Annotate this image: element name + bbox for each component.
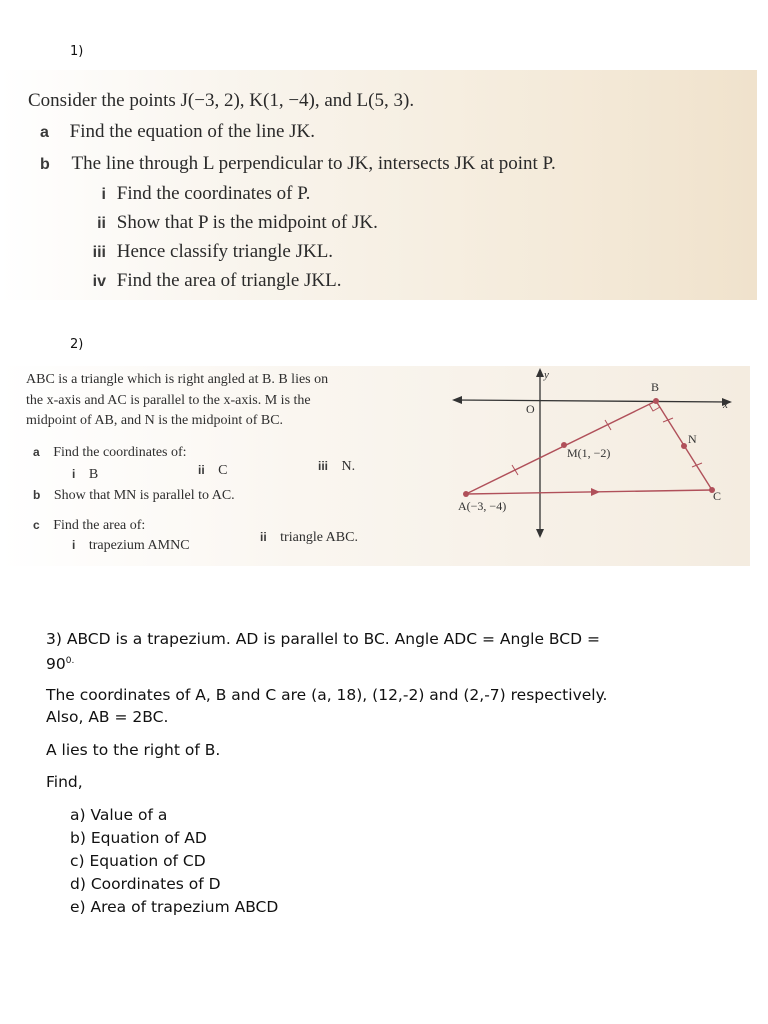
- q2-part-b-tag: b: [33, 488, 41, 502]
- point-a: [463, 491, 469, 497]
- side-ab: [466, 401, 656, 494]
- q3-a-position: A lies to the right of B.: [46, 741, 221, 759]
- q2-part-c-ii: [260, 530, 358, 546]
- q1-part-a: [40, 121, 315, 143]
- question-1-number: 1): [70, 44, 84, 59]
- q2-part-a-iii: [318, 459, 355, 475]
- q1-part-b-tag: b: [40, 156, 50, 173]
- q1-part-a-text: Find the equation of the line JK.: [69, 121, 316, 142]
- q1-subpart-iv-text: Find the area of triangle JKL.: [116, 270, 342, 291]
- q3-part-d: d) Coordinates of D: [70, 875, 221, 893]
- label-m: M(1, −2): [567, 446, 611, 460]
- point-n: [681, 443, 687, 449]
- x-axis-arrow-left: [452, 396, 462, 404]
- q1-part-a-tag: a: [40, 124, 49, 141]
- q2-part-c-text: Find the area of:: [53, 518, 146, 533]
- q3-line-2: [46, 650, 74, 675]
- q3-find-label: Find,: [46, 773, 83, 791]
- label-origin: O: [526, 402, 535, 416]
- q2-part-a-ii-text: C: [218, 463, 228, 478]
- q1-subpart-iii-text: Hence classify triangle JKL.: [116, 241, 334, 262]
- q3-coordinates-line: The coordinates of A, B and C are (a, 18), (12,-2) and (2,-7) respectively.: [46, 686, 608, 704]
- q1-subpart-ii-text: Show that P is the midpoint of JK.: [116, 212, 378, 233]
- q2-part-c-i-text: trapezium AMNC: [88, 538, 190, 553]
- q2-part-a-i-tag: i: [72, 467, 76, 481]
- q2-part-a-ii-tag: ii: [198, 463, 205, 477]
- parallel-arrow-ac: [591, 488, 600, 496]
- q3-parts-list: [70, 804, 278, 919]
- q1-subpart-iii: [78, 241, 333, 263]
- q2-intro-line-1: ABC is a triangle which is right angled at B. B lies on: [26, 372, 329, 387]
- q2-part-a-iii-text: N.: [341, 459, 356, 474]
- q3-part-b: b) Equation of AD: [70, 829, 207, 847]
- x-axis: [454, 400, 730, 402]
- q1-subpart-ii: [78, 212, 378, 234]
- q2-part-c-ii-text: triangle ABC.: [280, 530, 358, 545]
- q2-part-a: [33, 445, 187, 461]
- y-axis-arrow-up: [536, 368, 544, 377]
- q2-part-c-i: [72, 538, 190, 554]
- label-b: B: [651, 380, 660, 394]
- q2-part-c: [33, 518, 145, 534]
- q2-part-a-ii: [198, 463, 228, 479]
- question-2-scan: [0, 366, 750, 566]
- q3-part-e: e) Area of trapezium ABCD: [70, 898, 279, 916]
- q3-ab-line: Also, AB = 2BC.: [46, 708, 169, 726]
- question-1-scan: [0, 70, 757, 300]
- point-b: [653, 398, 659, 404]
- q1-subpart-iv: [78, 270, 342, 292]
- triangle-diagram: [440, 366, 750, 566]
- q1-subpart-i: [78, 183, 310, 205]
- label-a: A(−3, −4): [458, 499, 507, 513]
- q3-line-1: 3) ABCD is a trapezium. AD is parallel to BC. Angle ADC = Angle BCD =: [46, 630, 600, 648]
- q3-degree-sup: 0.: [65, 656, 75, 666]
- label-y: y: [544, 369, 549, 381]
- q1-part-b-text: The line through L perpendicular to JK, intersects JK at point P.: [71, 153, 556, 174]
- q2-intro-line-2: the x-axis and AC is parallel to the x-axis. M is the: [26, 393, 311, 408]
- q2-part-c-tag: c: [33, 518, 40, 532]
- side-ac: [466, 490, 712, 494]
- label-x: x: [723, 399, 728, 411]
- y-axis-arrow-down: [536, 529, 544, 538]
- label-n: N: [688, 432, 697, 446]
- question-2-number: 2): [70, 337, 84, 352]
- q3-degree-value: 90: [46, 655, 66, 674]
- q3-part-c: c) Equation of CD: [70, 852, 206, 870]
- q1-subpart-i-tag: i: [101, 186, 106, 203]
- q1-subpart-ii-tag: ii: [97, 215, 106, 232]
- q2-part-c-i-tag: i: [72, 538, 76, 552]
- q1-intro: Consider the points J(−3, 2), K(1, −4), and L(5, 3).: [28, 90, 415, 111]
- q2-part-a-i: [72, 467, 98, 483]
- q1-subpart-iv-tag: iv: [92, 273, 106, 290]
- q1-part-b: [40, 153, 556, 175]
- tick-bn: [663, 418, 673, 422]
- q2-part-a-iii-tag: iii: [318, 459, 329, 473]
- q2-part-b-text: Show that MN is parallel to AC.: [53, 488, 235, 503]
- q2-part-a-tag: a: [33, 445, 40, 459]
- q2-part-a-text: Find the coordinates of:: [53, 445, 187, 460]
- label-c: C: [713, 489, 722, 503]
- q2-part-a-i-text: B: [88, 467, 99, 482]
- q2-part-c-ii-tag: ii: [260, 530, 267, 544]
- q1-subpart-iii-tag: iii: [92, 244, 106, 261]
- q1-subpart-i-text: Find the coordinates of P.: [116, 183, 311, 204]
- tick-am: [512, 465, 518, 475]
- q2-intro-line-3: midpoint of AB, and N is the midpoint of BC.: [26, 413, 284, 428]
- q3-part-a: a) Value of a: [70, 806, 168, 824]
- q2-part-b: [33, 488, 235, 504]
